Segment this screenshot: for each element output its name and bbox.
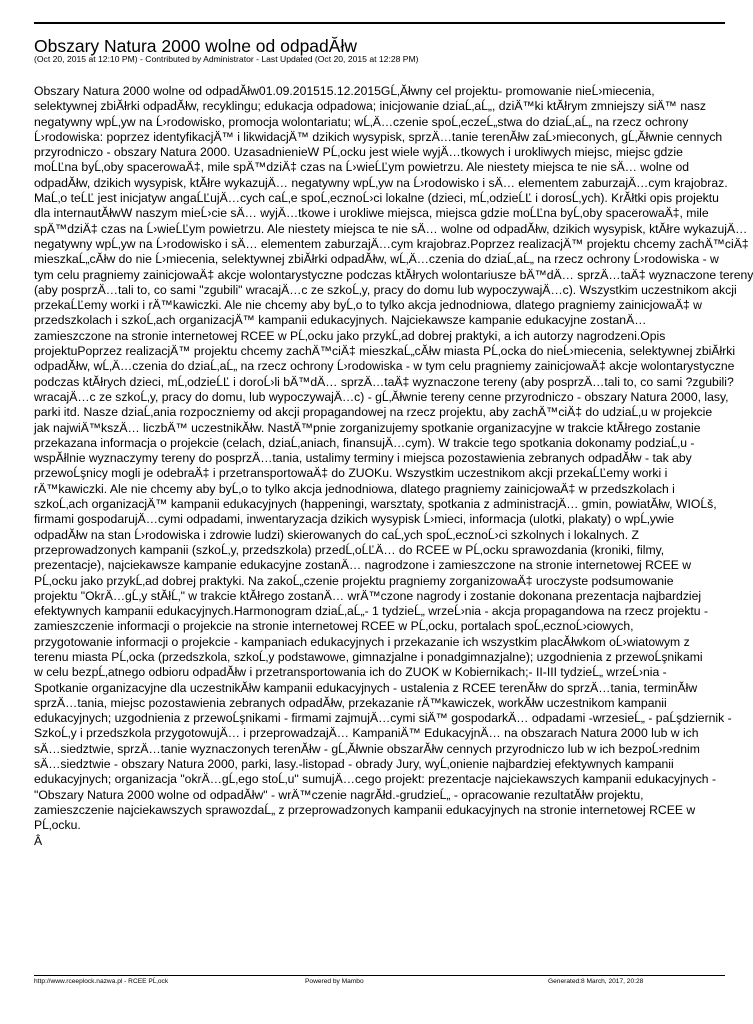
body-line: wspĂłlnie wyznaczymy tereny do posprzÄ…tania, ustalimy terminy i miejsca pozostawienia zebranych odpadĂłw - tak aby: [34, 451, 692, 466]
body-line: podczas ktĂłrych dzieci, mĹ‚odzieĹĽ i doroĹ›li bÄ™dÄ… sprzÄ…taÄ‡ wyznaczone tereny (aby posprzÄ…tali to, co sami ?zgubili?: [34, 374, 734, 389]
body-line: wracajÄ…c ze szkoĹ‚y, pracy do domu, lub wypoczywajÄ…c) - gĹ‚Ăłwnie tereny cenne przyrodniczo - obszary Natura 2000, lasy,: [34, 389, 729, 404]
body-line: sprzÄ…tania, miejsc pozostawienia zebranych odpadĂłw, przekazanie rÄ™kawiczek, workĂłw uczestnikom kampanii: [34, 695, 667, 710]
body-line: przeprowadzonych kampanii (szkoĹ‚y, przedszkola) przedĹ‚oĹĽÄ… do RCEE w PĹ‚ocku sprawozdania (kroniki, filmy,: [34, 542, 665, 557]
body-line: negatywny wpĹ‚yw na Ĺ›rodowisko i sÄ… elementem zaburzajÄ…cym krajobraz.Poprzez realizacjÄ™ projektu chcemy zachÄ™ciÄ‡: [34, 236, 749, 251]
body-line: (aby posprzÄ…tali to, co sami "zgubili" wracajÄ…c ze szkoĹ‚y, pracy do domu lub wypoczywajÄ…c). Wszystkim uczestnikom akcji: [34, 282, 737, 297]
body-line: Ĺ›rodowiska: poprzez identyfikacjÄ™ i likwidacjÄ™ dzikich wysypisk, sprzÄ…tanie terenĂłw zaĹ›mieconych, gĹ‚Ăłwnie cennych: [34, 129, 723, 144]
body-line: odpadĂłw, dzikich wysypisk, ktĂłre wykazujÄ… negatywny wpĹ‚yw na Ĺ›rodowisko i sÄ… elementem zaburzajÄ…cym krajobraz.: [34, 175, 728, 190]
article-text: [34, 84, 753, 849]
document-title: Obszary Natura 2000 wolne od odpadĂłw: [34, 36, 357, 56]
body-line: szkoĹ‚ach organizacjÄ™ kampanii edukacyjnych (happeningi, warsztaty, spotkania z administracjÄ… gmin, powiatĂłw, WIOĹš,: [34, 497, 717, 512]
body-line: zamieszczenie informacji o projekcie na stronie internetowej RCEE w PĹ‚ocku, portalach spoĹ‚ecznoĹ›ciowych,: [34, 619, 634, 634]
body-line: MaĹ‚o teĹĽ jest inicjatyw angaĹĽujÄ…cych caĹ‚e spoĹ‚ecznoĹ›ci lokalne (dzieci, mĹ‚odzieĹĽ i dorosĹ‚ych). KrĂłtki opis projektu: [34, 191, 719, 206]
body-line: projektu "OkrÄ…gĹ‚y stĂłĹ‚" w trakcie ktĂłrego zostanÄ… wrÄ™czone nagrody i zostanie dokonana prezentacja najbardziej: [34, 588, 702, 603]
body-line: terenu miasta PĹ‚ocka (przedszkola, szkoĹ‚y podstawowe, gimnazjalne i ponadgimnazjalne); uzgodnienia z przewoĹşnikami: [34, 649, 703, 664]
footer-site-link[interactable]: http://www.rceeplock.nazwa.pl - RCEE PĹ‚ock: [34, 978, 169, 985]
body-line: parki itd. Nasze dziaĹ‚ania rozpoczniemy od akcji propagandowej na rzecz projektu, aby zachÄ™ciÄ‡ do udziaĹ‚u w projekcie: [34, 405, 713, 420]
footer-rule: [34, 975, 725, 976]
body-line: przekazana informacja o projekcie (celach, dziaĹ‚aniach, finansujÄ…cym). W trakcie tego spotkania dokonamy podziaĹ‚u -: [34, 435, 695, 450]
body-line: rÄ™kawiczki. Ale nie chcemy aby byĹ‚o to tylko akcja jednodniowa, dlatego pragniemy zainicjowaÄ‡ w przedszkolach i: [34, 481, 675, 496]
body-line: moĹĽna byĹ‚oby spacerowaÄ‡, mile spÄ™dziÄ‡ czas na Ĺ›wieĹĽym powietrzu. Ale niestety miejsca te nie sÄ… wolne od: [34, 160, 690, 175]
body-line: Â: [34, 833, 46, 848]
body-line: mieszkaĹ„cĂłw do nie Ĺ›miecenia, selektywnej zbiĂłrki odpadĂłw, wĹ‚Ä…czenia do dziaĹ‚aĹ„ na rzecz ochrony Ĺ›rodowiska - w: [34, 252, 719, 267]
article-body: [34, 84, 753, 848]
body-line: przedszkolach i szkoĹ‚ach organizacjÄ™ kampanii edukacyjnych. Najciekawsze kampanie edukacyjne zostanÄ…: [34, 313, 647, 328]
body-line: zamieszczenie najciekawszych sprawozdaĹ„ z przeprowadzonych kampanii edukacyjnych na stronie internetowej RCEE w: [34, 802, 696, 817]
body-line: odpadĂłw, wĹ‚Ä…czenia do dziaĹ‚aĹ„ na rzecz ochrony Ĺ›rodowiska - w tym celu pragniemy zainicjowaÄ‡ akcje wolontarystyczne: [34, 359, 735, 374]
body-line: dla internautĂłwW naszym mieĹ›cie sÄ… wyjÄ…tkowe i urokliwe miejsca, miejsca gdzie moĹĽna byĹ‚oby spacerowaÄ‡, mile: [34, 206, 709, 221]
body-line: SzkoĹ‚y i przedszkola przygotowujÄ… i przeprowadzajÄ… KampaniÄ™ EdukacyjnÄ… na obszarach Natura 2000 lub w ich: [34, 726, 699, 741]
body-line: spÄ™dziÄ‡ czas na Ĺ›wieĹĽym powietrzu. Ale niestety miejsca te nie sÄ… wolne od odpadĂłw, dzikich wysypisk, ktĂłre wykazujÄ…: [34, 221, 748, 236]
body-line: selektywnej zbiĂłrki odpadĂłw, recyklingu; edukacja odpadowa; inicjowanie dziaĹ‚aĹ„, dziÄ™ki ktĂłrym zmniejszy siÄ™ nasz: [34, 99, 706, 114]
body-line: efektywnych kampanii edukacyjnych.Harmonogram dziaĹ‚aĹ„- 1 tydzieĹ„ wrzeĹ›nia - akcja propagandowa na rzecz projektu -: [34, 604, 709, 619]
body-line: przewoĹşnicy mogli je odebraÄ‡ i przetransportowaÄ‡ do ZUOKu. Wszystkim uczestnikom akcji przekaĹĽemy worki i: [34, 466, 668, 481]
body-line: przyrodniczo - obszary Natura 2000. UzasadnienieW PĹ‚ocku jest wiele wyjÄ…tkowych i urokliwych miejsc, miejsc gdzie: [34, 145, 683, 160]
body-line: Obszary Natura 2000 wolne od odpadĂłw01.09.201515.12.2015GĹ‚Ăłwny cel projektu- promowanie nieĹ›miecenia,: [34, 84, 655, 98]
body-line: "Obszary Natura 2000 wolne od odpadĂłw" - wrÄ™czenie nagrĂłd.-grudzieĹ„ - opracowanie rezultatĂłw projektu,: [34, 787, 644, 802]
body-line: zamieszczone na stronie internetowej RCEE w PĹ‚ocku jako przykĹ‚ad dobrej praktyki, a ich autorzy nagrodzeni.Opis: [34, 328, 666, 343]
body-line: PĹ‚ocku jako przykĹ‚ad dobrej praktyki. Na zakoĹ„czenie projektu pragniemy zorganizowaÄ‡ uroczyste podsumowanie: [34, 573, 674, 588]
body-line: negatywny wpĹ‚yw na Ĺ›rodowisko, promocja wolontariatu; wĹ‚Ä…czenie spoĹ‚eczeĹ„stwa do dziaĹ‚aĹ„ na rzecz ochrony: [34, 114, 689, 129]
body-line: edukacyjnych; organizacja "okrÄ…gĹ‚ego stoĹ‚u" sumujÄ…cego projekt: prezentacje najciekawszych kampanii edukacyjnych -: [34, 772, 717, 787]
footer-powered-by: Powered by Mambo: [305, 978, 364, 985]
body-line: PĹ‚ocku.: [34, 818, 81, 833]
body-line: prezentacje), najciekawsze kampanie edukacyjne zostanÄ… nagrodzone i zamieszczone na stronie internetowej RCEE w: [34, 558, 692, 573]
body-line: odpadĂłw na stan Ĺ›rodowiska i zdrowie ludzi) skierowanych do caĹ‚ych spoĹ‚ecznoĹ›ci szkolnych i lokalnych. Z: [34, 527, 639, 542]
body-line: w celu bezpĹ‚atnego odbioru odpadĂłw i przetransportowania ich do ZUOK w Kobiernikach;- II-III tydzieĹ„ wrzeĹ›nia -: [34, 665, 667, 680]
body-line: projektuPoprzez realizacjÄ™ projektu chcemy zachÄ™ciÄ‡ mieszkaĹ„cĂłw miasta PĹ‚ocka do nieĹ›miecenia, selektywnej zbiĂłrki: [34, 344, 736, 359]
body-line: przekaĹĽemy worki i rÄ™kawiczki. Ale nie chcemy aby byĹ‚o to tylko akcja jednodniowa, dlatego pragniemy zainicjowaÄ‡ w: [34, 298, 702, 313]
body-line: tym celu pragniemy zainicjowaÄ‡ akcje wolontarystyczne podczas ktĂłrych wolontariusze bÄ™dÄ… sprzÄ…taÄ‡ wyznaczone tereny: [34, 267, 753, 282]
header-rule: [34, 22, 725, 24]
document-meta: (Oct 20, 2015 at 12:10 PM) - Contributed by Administrator - Last Updated (Oct 20, 2015 at 12:28 PM): [34, 54, 419, 64]
body-line: sÄ…siedztwie, sprzÄ…tanie wyznaczonych terenĂłw - gĹ‚Ăłwnie obszarĂłw cennych przyrodniczo lub w ich bezpoĹ›rednim: [34, 741, 700, 756]
body-line: firmami gospodarujÄ…cymi odpadami, inwentaryzacja dzikich wysypisk Ĺ›mieci, informacja (ulotki, plakaty) o wpĹ‚ywie: [34, 512, 675, 527]
body-line: sÄ…siedztwie - obszary Natura 2000, parki, lasy.-listopad - obrady Jury, wyĹ‚onienie najbardziej efektywnych kampanii: [34, 757, 674, 772]
body-line: Spotkanie organizacyjne dla uczestnikĂłw kampanii edukacyjnych - ustalenia z RCEE terenĂłw do sprzÄ…tania, terminĂłw: [34, 680, 698, 695]
body-line: przygotowanie informacji o projekcie - kampaniach edukacyjnych i przekazanie ich wszystkim placĂłwkom oĹ›wiatowym z: [34, 634, 690, 649]
body-line: edukacyjnych; uzgodnienia z przewoĹşnikami - firmami zajmujÄ…cymi siÄ™ gospodarkÄ… odpadami -wrzesieĹ„ - paĹşdziernik -: [34, 711, 732, 726]
footer-generated-date: Generated:8 March, 2017, 20:28: [548, 978, 644, 985]
body-line: jak najwiÄ™kszÄ… liczbÄ™ uczestnikĂłw. NastÄ™pnie zorganizujemy spotkanie organizacyjne w trakcie ktĂłrego zostanie: [34, 420, 701, 435]
